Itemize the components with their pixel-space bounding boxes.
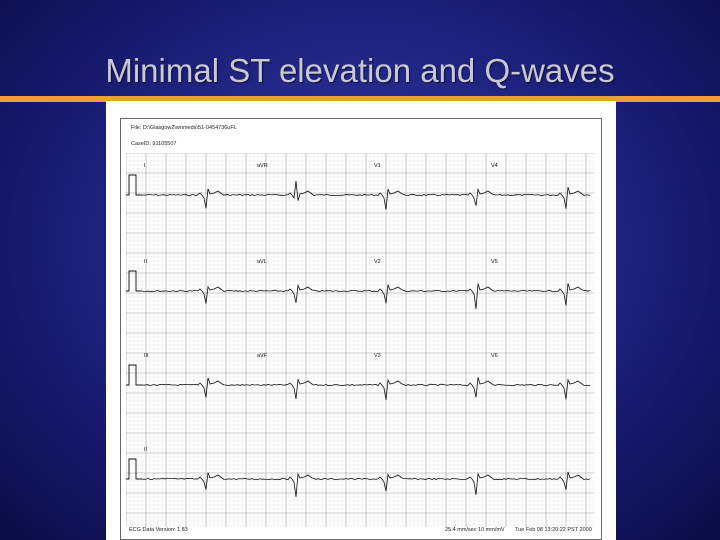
lead-label: aVL [257,259,267,265]
lead-label: V6 [491,353,498,359]
lead-label: III [144,353,149,359]
ecg-sheet [120,118,602,540]
ecg-data-version: ECG Data Version: 1.83 [129,527,188,533]
ecg-tracing [126,153,594,527]
ecg-grid [126,153,594,527]
lead-label: V3 [374,353,381,359]
ecg-timestamp: Tue Feb 08 13:20:22 PST 2000 [515,527,592,533]
lead-label: V5 [491,259,498,265]
ecg-case-id: CaseID: 91105507 [131,141,177,147]
ecg-speed-gain: 25.4 mm/sec 10 mm/mV [445,527,505,533]
lead-label: V1 [374,163,381,169]
ecg-file-label: File: D:\Glasgow2\wnmeds\51-0454736uFL [131,125,237,131]
lead-label: II [144,447,148,453]
lead-label: V4 [491,163,498,169]
lead-label: I [144,163,146,169]
lead-label: II [144,259,148,265]
lead-label: aVR [257,163,268,169]
lead-label: aVF [257,353,268,359]
slide-title: Minimal ST elevation and Q-waves [105,52,615,89]
lead-label: V2 [374,259,381,265]
